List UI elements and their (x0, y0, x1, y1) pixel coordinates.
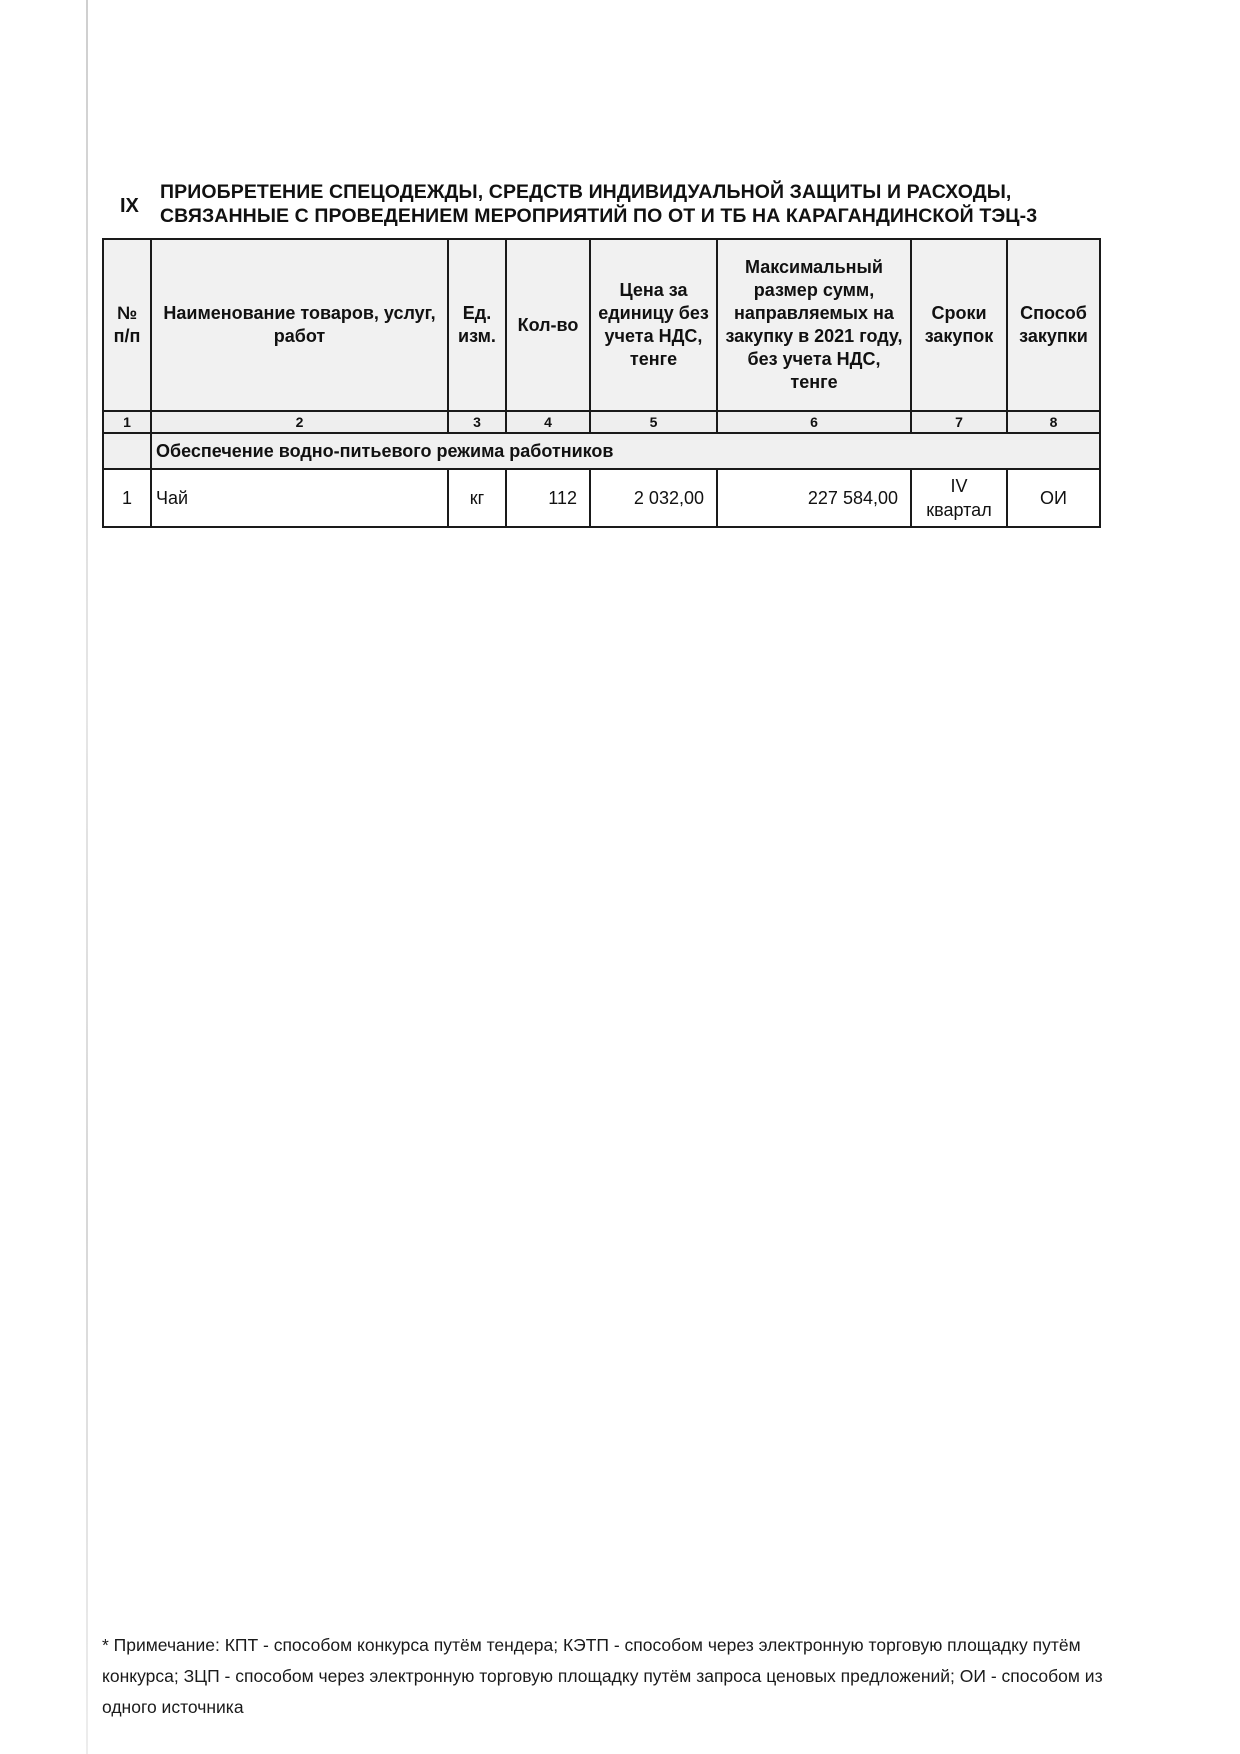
column-number: 7 (911, 411, 1007, 433)
cell-name: Чай (151, 469, 448, 527)
column-number: 2 (151, 411, 448, 433)
section-heading (120, 180, 1100, 228)
column-number: 3 (448, 411, 506, 433)
table-row (103, 469, 1100, 527)
column-number-row (103, 411, 1100, 433)
cell-max-sum: 227 584,00 (717, 469, 911, 527)
cell-number: 1 (103, 469, 151, 527)
column-number: 1 (103, 411, 151, 433)
cell-term-line-2: квартал (926, 500, 992, 520)
group-row-spacer (103, 433, 151, 469)
cell-unit: кг (448, 469, 506, 527)
cell-term-line-1: IV (950, 476, 968, 496)
cell-price: 2 032,00 (590, 469, 717, 527)
section-title (160, 180, 1037, 228)
header-cell-quantity: Кол-во (506, 239, 590, 411)
group-title: Обеспечение водно-питьевого режима работников (151, 433, 1100, 469)
header-cell-price: Цена за единицу без учета НДС, тенге (590, 239, 717, 411)
cell-method: ОИ (1007, 469, 1100, 527)
header-cell-term: Сроки закупок (911, 239, 1007, 411)
header-cell-method: Способ закупки (1007, 239, 1100, 411)
header-cell-name: Наименование товаров, услуг, работ (151, 239, 448, 411)
cell-term (911, 469, 1007, 527)
header-cell-unit: Ед. изм. (448, 239, 506, 411)
column-number: 4 (506, 411, 590, 433)
header-row (103, 239, 1100, 411)
header-cell-number: № п/п (103, 239, 151, 411)
section-title-line-2: СВЯЗАННЫЕ С ПРОВЕДЕНИЕМ МЕРОПРИЯТИЙ ПО ОТ И ТБ НА КАРАГАНДИНСКОЙ ТЭЦ-3 (160, 205, 1038, 227)
column-number: 5 (590, 411, 717, 433)
column-number: 8 (1007, 411, 1100, 433)
cell-quantity: 112 (506, 469, 590, 527)
section-number: IX (120, 195, 139, 217)
column-number: 6 (717, 411, 911, 433)
procurement-table (102, 238, 1101, 528)
footnote: * Примечание: КПТ - способом конкурса путём тендера; КЭТП - способом через электронную торговую площадку путём конкурса; ЗЦП - способом через электронную торговую площадку путём запроса ценовых предложений; ОИ - способом из одного источника (102, 1635, 1103, 1717)
header-cell-max-sum: Максимальный размер сумм, направляемых на закупку в 2021 году, без учета НДС, тенге (717, 239, 911, 411)
page-edge (86, 0, 88, 1754)
group-row (103, 433, 1100, 469)
section-title-line-1: ПРИОБРЕТЕНИЕ СПЕЦОДЕЖДЫ, СРЕДСТВ ИНДИВИДУАЛЬНОЙ ЗАЩИТЫ И РАСХОДЫ, (160, 181, 1012, 203)
